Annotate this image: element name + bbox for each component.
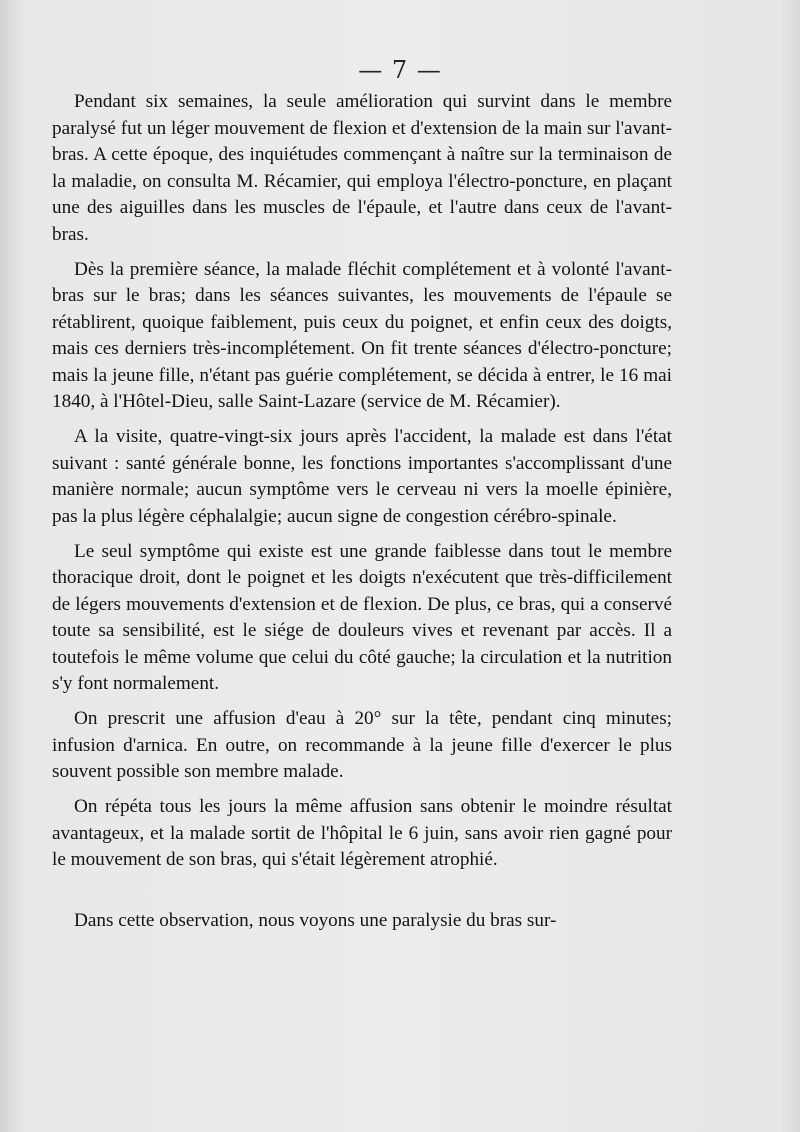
- paragraph-5: On prescrit une affusion d'eau à 20° sur la tête, pendant cinq minutes; infusion d'arnica. En outre, on recommande à la jeune fille d'exercer le plus souvent possible son membre malade.: [52, 708, 672, 782]
- paragraph-6: On répéta tous les jours la même affusion sans obtenir le moindre résultat avantageux, et la malade sortit de l'hôpital le 6 juin, sans avoir rien gagné pour le mouvement de son bras, qui s'était légèrement atrophié.: [52, 796, 672, 870]
- page-body: [52, 89, 672, 934]
- paragraph-2: Dès la première séance, la malade fléchit complétement et à volonté l'avant-bras sur le bras; dans les séances suivantes, les mouvements de l'épaule se rétablirent, quoique faiblement, puis ceux du poignet, et enfin ceux des doigts, mais ces derniers très-incomplétement. On fit trente séances d'électro-poncture; mais la jeune fille, n'étant pas guérie complétement, se décida à entrer, le 16 mai 1840, à l'Hôtel-Dieu, salle Saint-Lazare (service de M. Récamier).: [52, 258, 672, 412]
- paragraph-7: Dans cette observation, nous voyons une paralysie du bras sur-: [74, 909, 557, 931]
- paragraph-4: Le seul symptôme qui existe est une grande faiblesse dans tout le membre thoracique droit, dont le poignet et les doigts n'exécutent que très-difficilement de légers mouvements d'extension et de flexion. De plus, ce bras, qui a conservé toute sa sensibilité, est le siége de douleurs vives et revenant par accès. Il a toutefois le même volume que celui du côté gauche; la circulation et la nutrition s'y font normalement.: [52, 540, 672, 694]
- paragraph-3: A la visite, quatre-vingt-six jours après l'accident, la malade est dans l'état suivant : santé générale bonne, les fonctions importantes s'accomplissant d'une manière normale; aucun symptôme vers le cerveau ni vers la moelle épinière, pas la plus légère céphalalgie; aucun signe de congestion cérébro-spinale.: [52, 426, 672, 527]
- page-number: — 7 —: [358, 56, 442, 84]
- paragraph-1: Pendant six semaines, la seule amélioration qui survint dans le membre paralysé fut un léger mouvement de flexion et d'extension de la main sur l'avant-bras. A cette époque, des inquiétudes commençant à naître sur la terminaison de la maladie, on consulta M. Récamier, qui employa l'électro-poncture, en plaçant une des aiguilles dans les muscles de l'épaule, et l'autre dans ceux de l'avant-bras.: [52, 91, 672, 245]
